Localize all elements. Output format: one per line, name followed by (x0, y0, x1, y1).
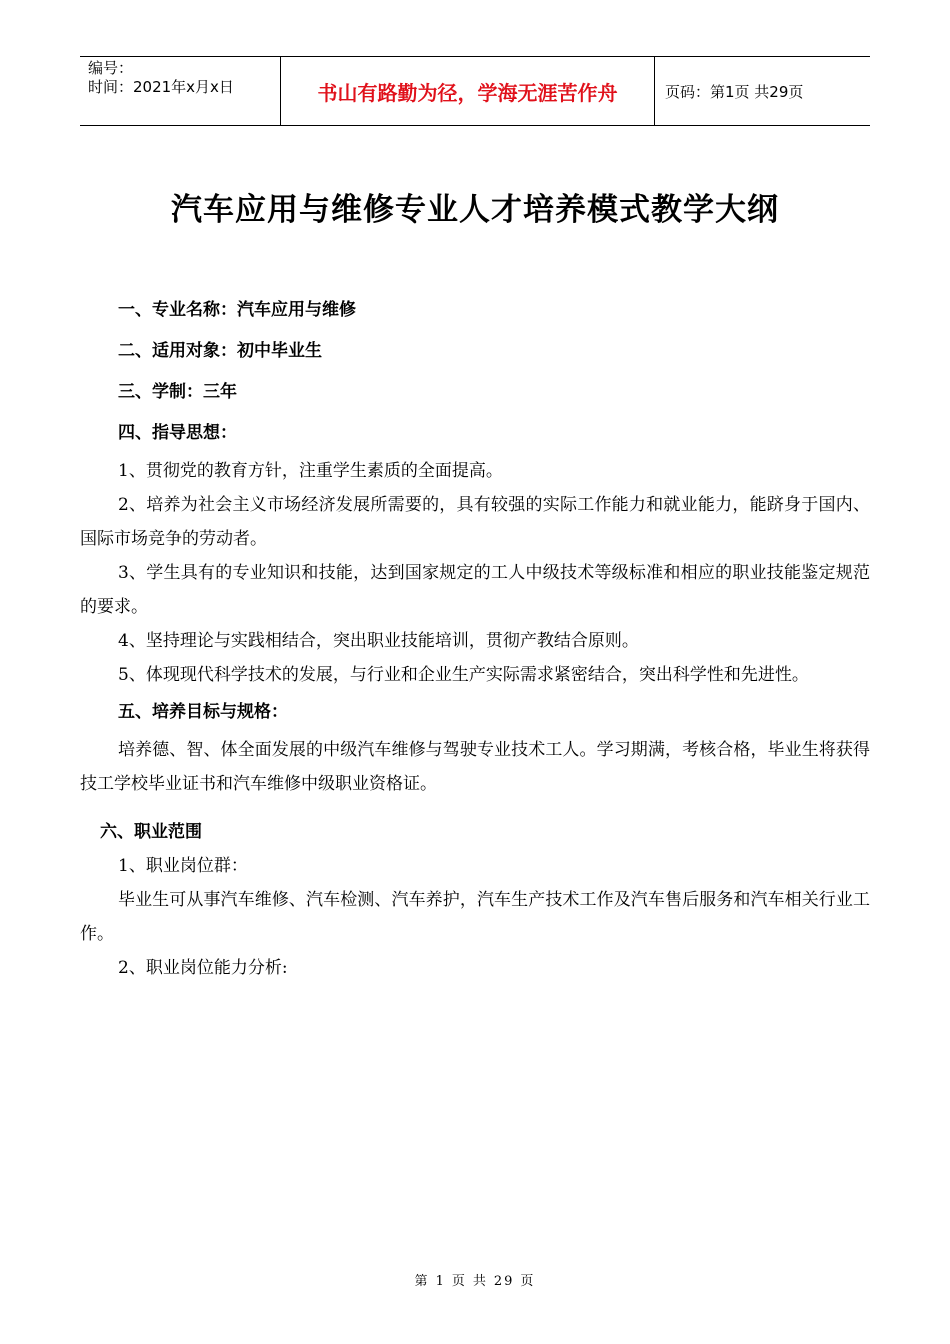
list-item: 1、职业岗位群： (118, 856, 248, 876)
header-motto: 书山有路勤为径，学海无涯苦作舟 (281, 57, 655, 125)
list-item: 4、坚持理论与实践相结合，突出职业技能培训，贯彻产教结合原则。 (118, 631, 639, 651)
section-heading-duration: 三、学制：三年 (118, 382, 237, 402)
list-item: 2、培养为社会主义市场经济发展所需要的，具有较强的实际工作能力和就业能力，能跻身于国内、国际市场竞争的劳动者。 (80, 495, 870, 549)
list-item: 3、学生具有的专业知识和技能，达到国家规定的工人中级技术等级标准和相应的职业技能鉴定规范的要求。 (80, 563, 870, 617)
section-heading-target: 二、适用对象：初中毕业生 (118, 341, 322, 361)
footer-total-pages: 29 (493, 1274, 515, 1289)
section-heading-career-scope: 六、职业范围 (100, 822, 202, 842)
page-footer (0, 1270, 950, 1289)
section-heading-major: 一、专业名称：汽车应用与维修 (118, 300, 356, 320)
career-paragraph: 毕业生可从事汽车维修、汽车检测、汽车养护，汽车生产技术工作及汽车售后服务和汽车相关行业工作。 (80, 890, 870, 944)
footer-text: 页 (520, 1274, 536, 1289)
document-body (80, 290, 870, 985)
footer-text: 共 (472, 1274, 488, 1289)
footer-page-number: 1 (435, 1274, 446, 1289)
list-item: 2、职业岗位能力分析: (118, 958, 288, 978)
objectives-paragraph: 培养德、智、体全面发展的中级汽车维修与驾驶专业技术工人。学习期满，考核合格，毕业生将获得技工学校毕业证书和汽车维修中级职业资格证。 (80, 740, 870, 794)
list-item: 5、体现现代科学技术的发展，与行业和企业生产实际需求紧密结合，突出科学性和先进性。 (118, 665, 809, 685)
header-table (80, 56, 870, 126)
document-date: 时间：2021年x月x日 (88, 78, 234, 96)
header-page-info: 页码：第1页 共29页 (665, 82, 804, 101)
document-title: 汽车应用与维修专业人才培养模式教学大纲 (171, 192, 779, 228)
document-number-label: 编号： (88, 59, 134, 77)
list-item: 1、贯彻党的教育方针，注重学生素质的全面提高。 (118, 461, 503, 481)
footer-text: 页 (451, 1274, 467, 1289)
section-heading-guiding-ideology: 四、指导思想： (118, 423, 237, 443)
section-heading-objectives: 五、培养目标与规格： (118, 702, 288, 722)
header-meta-cell (80, 57, 281, 125)
footer-text: 第 (414, 1274, 430, 1289)
